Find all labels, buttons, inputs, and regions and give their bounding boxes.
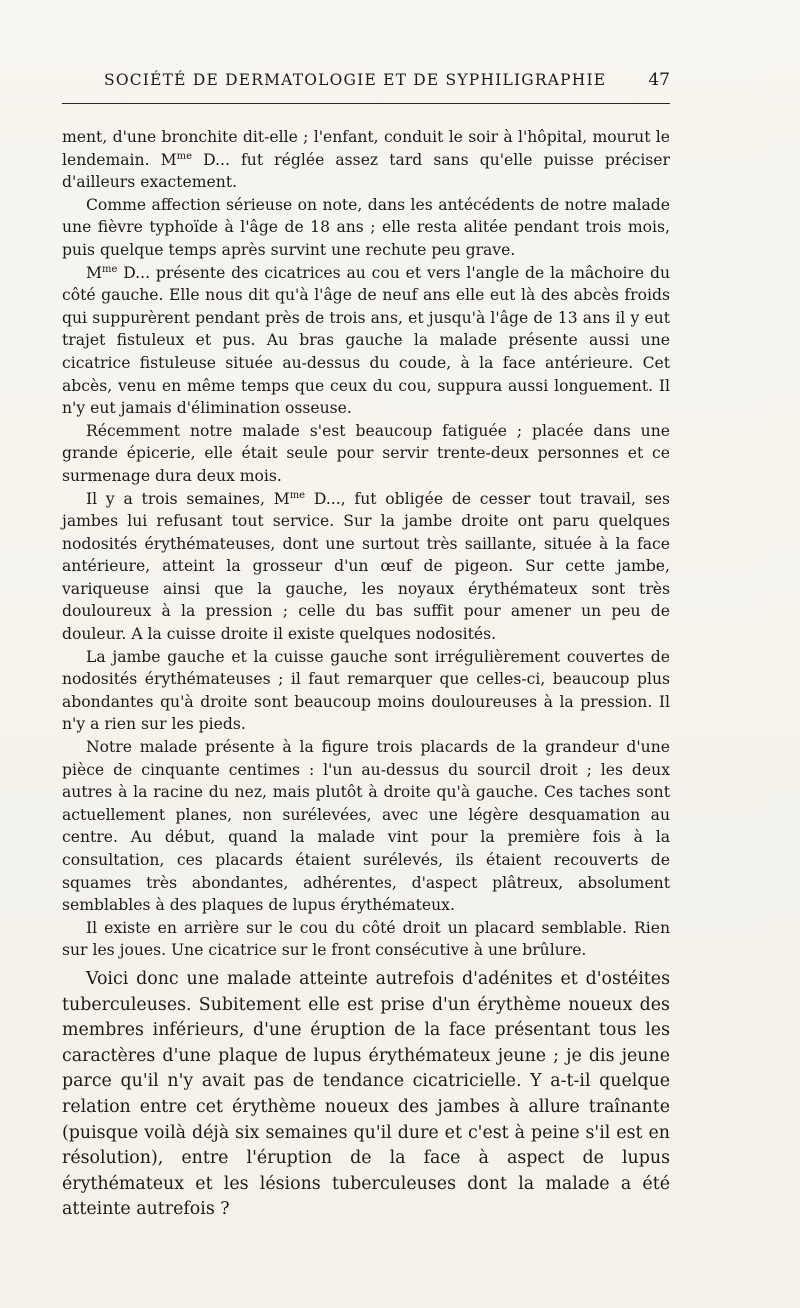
journal-title: SOCIÉTÉ DE DERMATOLOGIE ET DE SYPHILIGRAPHIE bbox=[104, 71, 607, 89]
case-report-body bbox=[62, 126, 670, 962]
header-rule bbox=[62, 103, 670, 104]
paragraph: ment, d'une bronchite dit-elle ; l'enfant, conduit le soir à l'hôpital, mourut le lendemain. $M^{me}$ D... fut réglée assez tard sans qu'elle puisse préciser d'ailleurs exactement. bbox=[62, 128, 670, 192]
paragraph: Il existe en arrière sur le cou du côté droit un placard semblable. Rien sur les joues. Une cicatrice sur le front consécutive à une brûlure. bbox=[62, 918, 670, 960]
paragraph: Il y a trois semaines, $M^{me}$ D..., fut obligée de cesser tout travail, ses jambes lui refusant tout service. Sur la jambe droite ont paru quelques nodosités érythémateuses, dont une surtout très saillante, située à la face antérieure, atteint la grosseur d'un œuf de pigeon. Sur cette jambe, variqueuse ainsi que la gauche, les noyaux érythémateux sont très douloureux à la pression ; celle du bas suffit pour amener un peu de douleur. A la cuisse droite il existe quelques nodosités. bbox=[62, 489, 671, 644]
running-header bbox=[62, 70, 670, 98]
paragraph: Notre malade présente à la figure trois placards de la grandeur d'une pièce de cinquante centimes : l'un au-dessus du sourcil droit ; les deux autres à la racine du nez, mais plutôt à droite qu'à gauche. Ces taches sont actuellement planes, non surélevées, avec une légère desquamation au centre. Au début, quand la malade vint pour la première fois à la consultation, ces placards étaient surélevés, ils étaient recouverts de squames très abondantes, adhérentes, d'aspect plâtreux, absolument semblables à des plaques de lupus érythémateux. bbox=[62, 738, 670, 915]
paragraph: $M^{me}$ D... présente des cicatrices au cou et vers l'angle de la mâchoire du côté gauche. Elle nous dit qu'à l'âge de neuf ans elle eut là des abcès froids qui suppurèrent pendant près de trois ans, et jusqu'à l'âge de 13 ans il y eut trajet fistuleux et pus. Au bras gauche la malade présente aussi une cicatrice fistuleuse située au-dessus du coude, à la face antérieure. Cet abcès, venu en même temps que ceux du cou, suppura aussi longuement. Il n'y eut jamais d'élimination osseuse. bbox=[62, 263, 670, 418]
page-number: 47 bbox=[648, 70, 670, 90]
summary-paragraph: Voici donc une malade atteinte autrefois d'adénites et d'ostéites tuberculeuses. Subitement elle est prise d'un érythème noueux des membres inférieurs, d'une éruption de la face présentant tous les caractères d'une plaque de lupus érythémateux jeune ; je dis jeune parce qu'il n'y avait pas de tendance cicatricielle. Y a-t-il quelque relation entre cet érythème noueux des jambes à allure traînante (puisque voilà déjà six semaines qu'il dure et c'est à peine s'il est en résolution), entre l'éruption de la face à aspect de lupus érythémateux et les lésions tuberculeuses dont la malade a été atteinte autrefois ? bbox=[62, 969, 670, 1220]
discussion-summary bbox=[62, 967, 670, 1223]
paragraph: Récemment notre malade s'est beaucoup fatiguée ; placée dans une grande épicerie, elle était seule pour servir trente-deux personnes et ce surmenage dura deux mois. bbox=[62, 421, 670, 485]
paragraph: La jambe gauche et la cuisse gauche sont irrégulièrement couvertes de nodosités érythémateuses ; il faut remarquer que celles-ci, beaucoup plus abondantes qu'à droite sont beaucoup moins douloureuses à la pression. Il n'y a rien sur les pieds. bbox=[62, 647, 670, 734]
paragraph: Comme affection sérieuse on note, dans les antécédents de notre malade une fièvre typhoïde à l'âge de 18 ans ; elle resta alitée pendant trois mois, puis quelque temps après survint une rechute peu grave. bbox=[62, 195, 670, 259]
